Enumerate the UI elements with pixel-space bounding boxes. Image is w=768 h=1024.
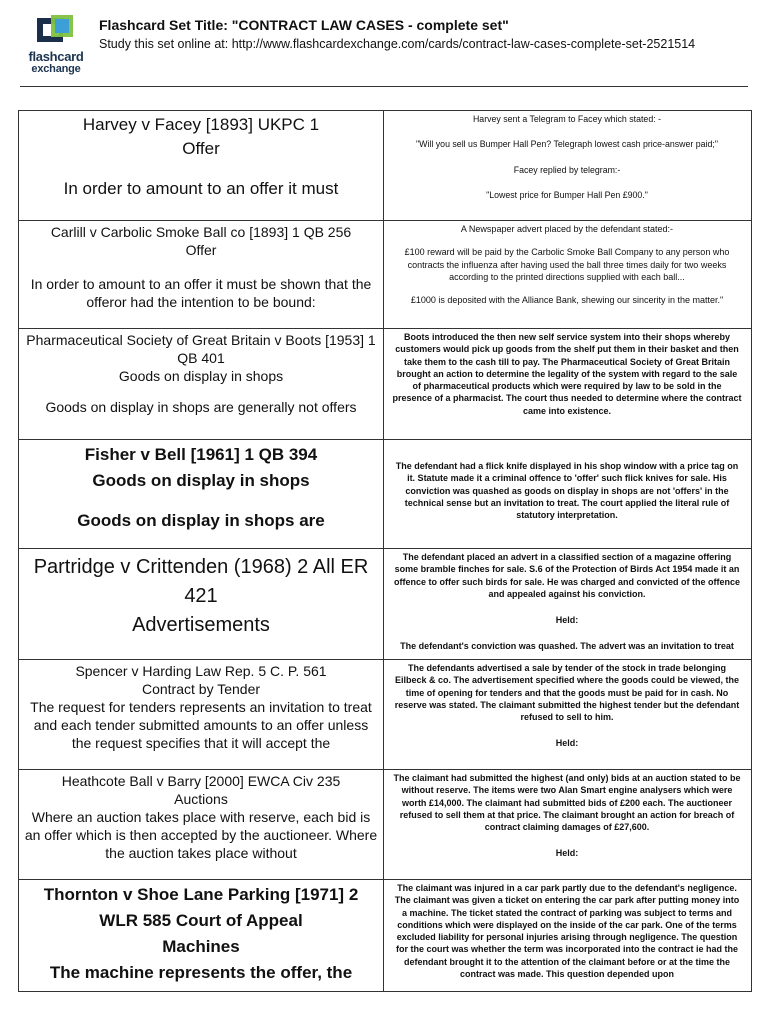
case-facts: Held: — [555, 738, 579, 749]
case-principle: Goods on display in shops are — [77, 511, 325, 530]
case-facts: "Lowest price for Bumper Hall Pen £900." — [486, 189, 648, 200]
case-name: Partridge v Crittenden (1968) 2 All ER 421 — [33, 556, 369, 607]
case-name: Carlill v Carbolic Smoke Ball co [1893] 1 QB 256 — [50, 224, 352, 240]
case-topic: Offer — [182, 139, 220, 158]
case-facts: Boots introduced the then new self service system into their shops whereby customers would pick up goods from the shelf put them in their basket and then take them to the cash till to pay. The Pharmaceutical Society of Great Britain brought an action to determine the legality of the system with regard to the sale of pharmaceutical products which were required by law to be sold in the presence of a pharmacist. The court thus needed to determine where the contract came into existence. — [392, 332, 742, 416]
card-front — [19, 880, 384, 991]
flashcard-row — [19, 660, 751, 770]
case-principle: In order to amount to an offer it must — [63, 179, 339, 198]
case-name: Harvey v Facey [1893] UKPC 1 — [82, 115, 320, 134]
case-principle: The machine represents the offer, the — [49, 963, 353, 982]
card-back — [384, 111, 750, 220]
card-front — [19, 549, 384, 659]
case-topic: Auctions — [174, 791, 228, 807]
case-name: Thornton v Shoe Lane Parking [1971] 2 WLR 585 Court of Appeal — [43, 885, 359, 930]
case-principle: The request for tenders represents an invitation to treat and each tender submitted amounts to an offer unless the request specifies that it will accept the — [30, 699, 372, 751]
card-front — [19, 770, 384, 879]
case-topic: Offer — [185, 242, 217, 258]
logo-text-exchange: exchange — [31, 63, 81, 75]
case-facts: £1000 is deposited with the Alliance Bank, shewing our sincerity in the matter." — [410, 295, 724, 306]
case-facts: "Will you sell us Bumper Hall Pen? Telegraph lowest cash price-answer paid;" — [416, 139, 718, 150]
case-principle: Where an auction takes place with reserve, each bid is an offer which is then accepted by the auctioneer. Where the auction takes place without — [24, 809, 378, 861]
flashcard-table — [18, 110, 752, 992]
case-name: Pharmaceutical Society of Great Britain v Boots [1953] 1 QB 401 — [26, 332, 376, 366]
flashcard-row — [19, 770, 751, 880]
case-name: Fisher v Bell [1961] 1 QB 394 — [84, 445, 318, 464]
flashcard-row — [19, 549, 751, 660]
case-facts: A Newspaper advert placed by the defendant stated:- — [460, 224, 674, 234]
case-facts: The defendant's conviction was quashed. The advert was an invitation to treat — [400, 641, 734, 652]
case-facts: £100 reward will be paid by the Carbolic Smoke Ball Company to any person who contracts the influenza after having used the ball three times daily for two weeks according to the printed directions supplied with each ball... — [404, 247, 730, 282]
case-topic: Goods on display in shops — [118, 368, 284, 384]
card-front — [19, 440, 384, 548]
flashcard-row — [19, 880, 751, 992]
case-facts: Harvey sent a Telegram to Facey which stated: - — [472, 114, 662, 124]
case-topic: Contract by Tender — [141, 681, 261, 697]
case-facts: The defendant placed an advert in a classified section of a magazine offering some bramble finches for sale. S.6 of the Protection of Birds Act 1954 made it an offence to offer such birds for sale. He was charged and convicted of the offence and appealed against his conviction. — [393, 552, 741, 599]
flashcard-row — [19, 111, 751, 221]
case-principle: In order to amount to an offer it must be shown that the offeror had the intention to be bound: — [30, 276, 372, 310]
case-name: Spencer v Harding Law Rep. 5 C. P. 561 — [75, 663, 327, 679]
case-facts: The defendant had a flick knife displayed in his shop window with a price tag on it. Statute made it a criminal offence to 'offer' such flick knives for sale. His conviction was quashed as goods on display in shops are not 'offers' in the technical sense but an invitation to treat. The court applied the literal rule of statutory interpretation. — [395, 461, 739, 521]
card-back — [384, 221, 750, 328]
flashcard-row — [19, 221, 751, 329]
case-principle: Goods on display in shops are generally not offers — [45, 399, 357, 415]
case-facts: The claimant had submitted the highest (and only) bids at an auction stated to be without reserve. The items were two Alan Smart engine analysers which were worth £14,000. The claimant had submitted bids of £200 each. The auctioneer refused to sell them at that price. The claimant brought an action for breach of contract claiming damages of £27,600. — [393, 773, 741, 833]
card-back — [384, 440, 750, 548]
case-facts: Held: — [555, 615, 579, 626]
card-front — [19, 660, 384, 769]
case-name: Heathcote Ball v Barry [2000] EWCA Civ 235 — [61, 773, 341, 789]
case-facts: Facey replied by telegram:- — [513, 164, 621, 175]
flashcard-logo-icon — [35, 14, 75, 48]
header-divider — [20, 86, 748, 87]
card-back — [384, 329, 750, 439]
study-online-link[interactable]: Study this set online at: http://www.flashcardexchange.com/cards/contract-law-cases-complete-set-2521514 — [99, 37, 696, 51]
case-facts: The defendants advertised a sale by tender of the stock in trade belonging Eilbeck & co. The advertisement specified where the goods could be viewed, the time of opening for tenders and that the goods must be paid for in cash. No reserve was stated. The claimant submitted the highest tender but the defendant refused to sell to him. — [394, 663, 740, 723]
case-topic: Advertisements — [132, 614, 270, 636]
card-front — [19, 221, 384, 328]
card-back — [384, 770, 750, 879]
case-facts: Held: — [555, 848, 579, 859]
card-front — [19, 111, 384, 220]
card-back — [384, 549, 750, 659]
card-back — [384, 880, 750, 991]
case-topic: Machines — [162, 937, 240, 956]
case-topic: Goods on display in shops — [92, 471, 310, 490]
set-title: Flashcard Set Title: "CONTRACT LAW CASES - complete set" — [99, 17, 509, 33]
card-back — [384, 660, 750, 769]
page-header — [0, 0, 768, 86]
flashcard-row — [19, 440, 751, 549]
logo-text-flashcard: flashcard — [28, 49, 84, 64]
flashcard-exchange-logo[interactable] — [22, 14, 90, 78]
card-front — [19, 329, 384, 439]
case-facts: The claimant was injured in a car park partly due to the defendant's negligence. The claimant was given a ticket on entering the car park after putting money into a machine. The ticket stated the contract of parking was subject to terms and conditions which were displayed on the inside of the car park. One of the terms excluded liability for personal injuries arising through negligence. The question for the court was whether the term was incorporated into the contract ie had the defendant brought it to the attention of the claimant before or at the time the contract was made. This question depended upon — [394, 883, 740, 980]
flashcard-row — [19, 329, 751, 440]
